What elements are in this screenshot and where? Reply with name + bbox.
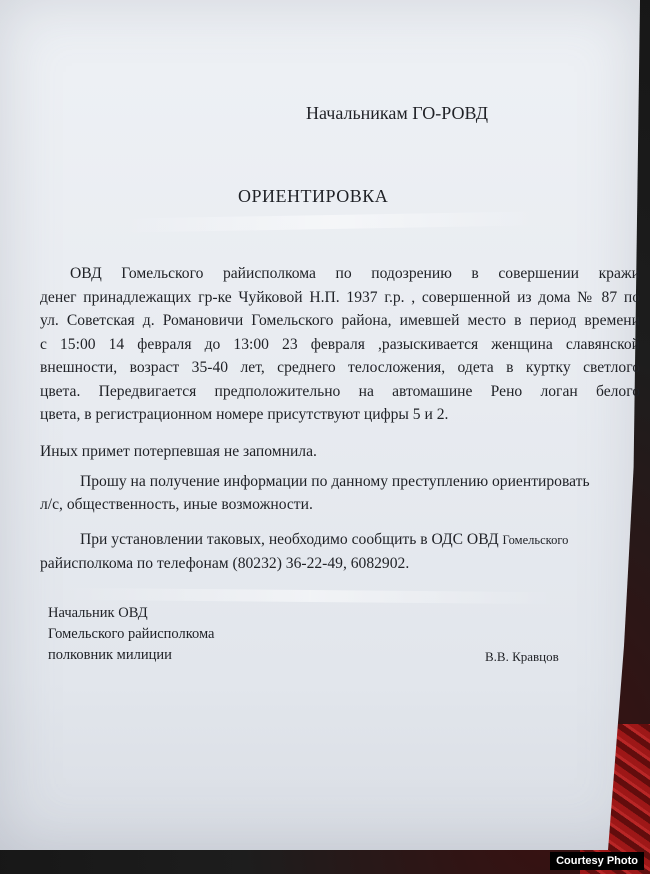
- paper-crease: [120, 211, 540, 232]
- request-line: л/с, общественность, иные возможности.: [40, 496, 313, 513]
- request-line: Прошу на получение информации по данному преступлению ориентировать: [80, 473, 590, 490]
- report-line-text: При установлении таковых, необходимо сообщить в ОДС ОВД: [80, 531, 499, 548]
- paragraph-line: денег принадлежащих гр-ке Чуйковой Н.П. 1937 г.р. , совершенной из дома № 87 по: [40, 288, 640, 306]
- paragraph-line: с 15:00 14 февраля до 13:00 23 февраля ,разыскивается женщина славянской: [40, 335, 640, 353]
- paper-crease: [60, 588, 560, 604]
- paragraph-line: цвета, в регистрационном номере присутствуют цифры 5 и 2.: [40, 406, 449, 423]
- signature-line: Начальник ОВД: [48, 605, 148, 621]
- photo-credit: Courtesy Photo: [550, 852, 644, 870]
- report-paragraph: [40, 528, 632, 575]
- addressee: Начальникам ГО-РОВД: [306, 103, 489, 123]
- signature-line: Гомельского райисполкома: [48, 626, 215, 642]
- report-line: райисполкома по телефонам (80232) 36-22-49, 6082902.: [40, 555, 410, 572]
- paragraph-line: внешности, возраст 35-40 лет, среднего телосложения, одета в куртку светлого: [40, 359, 640, 376]
- paragraph-line: ОВД Гомельского райисполкома по подозрению в совершении кражи: [70, 265, 640, 282]
- no-other-signs-note: Иных примет потерпевшая не запомнила.: [40, 443, 317, 460]
- paragraph-line: цвета. Передвигается предположительно на автомашине Рено логан белого: [40, 382, 640, 400]
- main-paragraph: [40, 262, 640, 427]
- request-paragraph: [40, 470, 632, 516]
- report-line-small-text: Гомельского: [502, 533, 569, 547]
- document-title: ОРИЕНТИРОВКА: [238, 186, 389, 206]
- signature-block: [48, 603, 215, 666]
- signature-line: полковник милиции: [48, 647, 172, 663]
- paragraph-line: ул. Советская д. Романовичи Гомельского района, имевшей место в период времени: [40, 312, 640, 329]
- signer-name: В.В. Кравцов: [485, 649, 559, 664]
- report-line: [40, 528, 632, 552]
